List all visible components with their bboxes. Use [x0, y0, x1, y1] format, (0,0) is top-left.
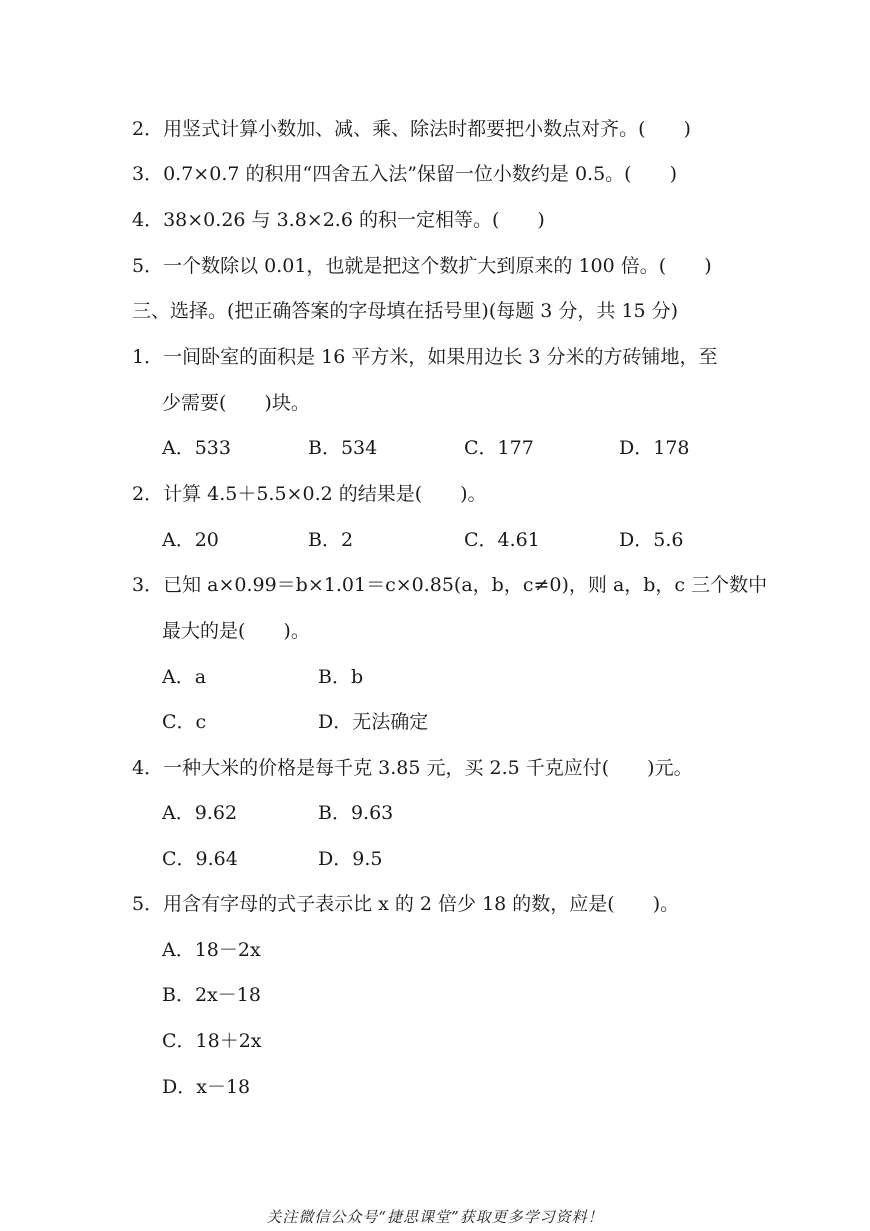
choice-question-5-option-d[interactable]: D．x－18	[162, 1076, 251, 1098]
choice-question-3-option-b[interactable]: B．b	[318, 666, 364, 688]
choice-question-4-option-a[interactable]: A．9.62	[162, 802, 238, 824]
choice-question-1-option-a[interactable]: A．533	[162, 437, 231, 459]
choice-question-1-option-d[interactable]: D．178	[619, 437, 690, 459]
choice-question-4-option-d[interactable]: D．9.5	[318, 848, 383, 870]
choice-question-4-line1: 4．一种大米的价格是每千克 3.85 元，买 2.5 千克应付( )元。	[132, 757, 693, 779]
choice-question-2-option-a[interactable]: A．20	[162, 529, 219, 551]
choice-question-5-line1: 5．用含有字母的式子表示比 x 的 2 倍少 18 的数，应是( )。	[132, 893, 680, 915]
choice-question-3-option-c[interactable]: C．c	[162, 711, 207, 733]
choice-question-2-option-c[interactable]: C．4.61	[464, 529, 540, 551]
choice-question-5-option-a[interactable]: A．18－2x	[162, 939, 261, 961]
choice-question-5-option-b[interactable]: B．2x－18	[162, 984, 261, 1006]
choice-question-1-option-b[interactable]: B．534	[308, 437, 378, 459]
choice-question-1-option-c[interactable]: C．177	[464, 437, 534, 459]
judge-question-3: 3．0.7×0.7 的积用“四舍五入法”保留一位小数约是 0.5。( )	[132, 163, 677, 185]
choice-question-3-line1: 3．已知 a×0.99＝b×1.01＝c×0.85(a，b，c≠0)，则 a，b，c 三个数中	[132, 574, 768, 596]
choice-question-4-option-b[interactable]: B．9.63	[318, 802, 394, 824]
judge-question-5: 5．一个数除以 0.01，也就是把这个数扩大到原来的 100 倍。( )	[132, 255, 712, 277]
section-heading-choice: 三、选择。(把正确答案的字母填在括号里)(每题 3 分，共 15 分)	[132, 300, 679, 322]
judge-question-4: 4．38×0.26 与 3.8×2.6 的积一定相等。( )	[132, 209, 545, 231]
choice-question-4-option-c[interactable]: C．9.64	[162, 848, 238, 870]
judge-question-2: 2．用竖式计算小数加、减、乘、除法时都要把小数点对齐。( )	[132, 118, 691, 140]
choice-question-2-option-d[interactable]: D．5.6	[619, 529, 684, 551]
choice-question-3-option-d[interactable]: D．无法确定	[318, 711, 429, 733]
choice-question-3-option-a[interactable]: A．a	[162, 666, 207, 688]
choice-question-3-line2: 最大的是( )。	[162, 620, 310, 642]
footer-note: 关注微信公众号“捷思课堂”获取更多学习资料！	[266, 1208, 604, 1226]
choice-question-1-line1: 1．一间卧室的面积是 16 平方米，如果用边长 3 分米的方砖铺地，至	[132, 346, 718, 368]
choice-question-2-option-b[interactable]: B．2	[308, 529, 354, 551]
choice-question-1-line2: 少需要( )块。	[162, 392, 310, 414]
choice-question-2-line1: 2．计算 4.5＋5.5×0.2 的结果是( )。	[132, 483, 487, 505]
choice-question-5-option-c[interactable]: C．18＋2x	[162, 1030, 262, 1052]
